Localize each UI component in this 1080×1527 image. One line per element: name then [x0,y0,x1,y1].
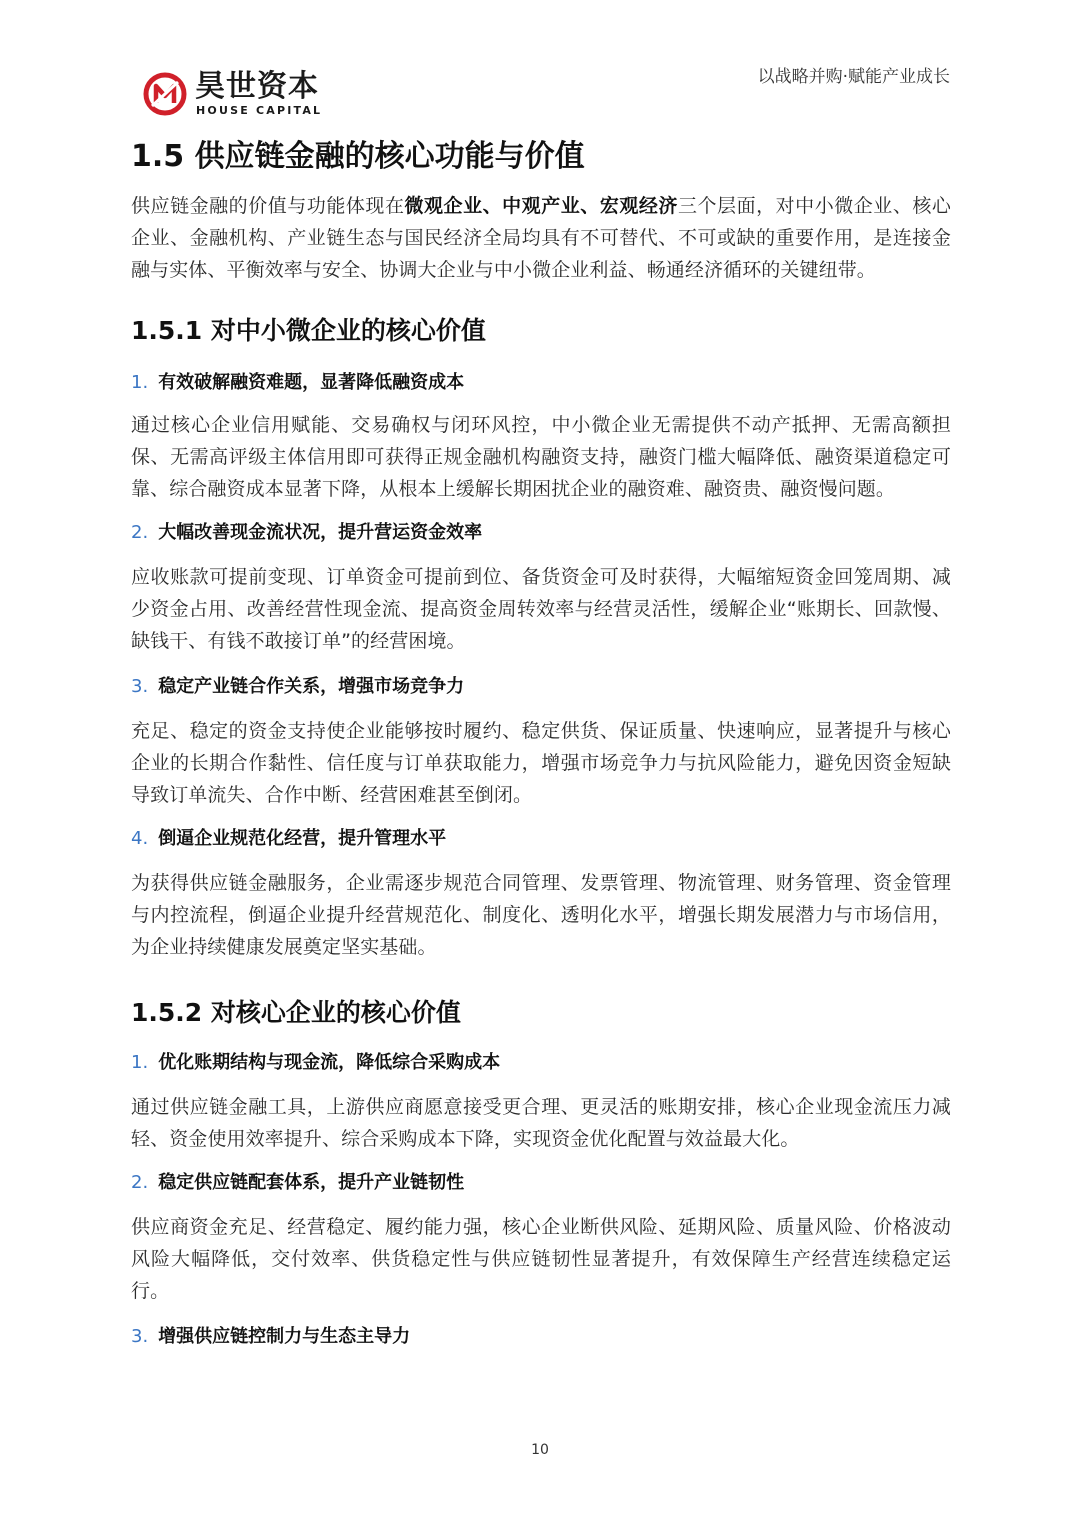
company-logo [143,70,323,120]
house-capital-logo-icon [143,72,187,116]
intro-emphasis: 微观企业、中观产业、宏观经济 [404,195,678,217]
list-item-body: 供应商资金充足、经营稳定、履约能力强，核心企业断供风险、延期风险、质量风险、价格波动风险大幅降低，交付效率、供货稳定性与供应链韧性显著提升，有效保障生产经营连续稳定运行。 [131,1216,951,1302]
list-item-number: 4. [131,828,149,849]
list-item-title: 1. 优化账期结构与现金流，降低综合采购成本 [131,1052,501,1073]
subsection-title-1: 1.5.1 对中小微企业的核心价值 [131,316,486,345]
section-intro: 供应链金融的价值与功能体现在微观企业、中观产业、宏观经济三个层面，对中小微企业、核心企业、金融机构、产业链生态与国民经济全局均具有不可替代、不可或缺的重要作用，是连接金融与实体、平衡效率与安全、协调大企业与中小微企业利益、畅通经济循环的关键纽带。 [131,195,952,281]
document-body [131,130,951,1351]
logo-english-name: HOUSE CAPITAL [196,104,323,117]
page-number: 10 [531,1442,549,1458]
list-item-title: 3. 稳定产业链合作关系，增强市场竞争力 [131,676,465,697]
list-item-number: 3. [131,1326,149,1347]
section-title: 1.5 供应链金融的核心功能与价值 [131,139,585,174]
list-item-title: 2. 稳定供应链配套体系，提升产业链韧性 [131,1172,465,1193]
list-item-body: 通过核心企业信用赋能、交易确权与闭环风控，中小微企业无需提供不动产抵押、无需高额担保、无需高评级主体信用即可获得正规金融机构融资支持，融资门槛大幅降低、融资渠道稳定可靠、综合融资成本显著下降，从根本上缓解长期困扰企业的融资难、融资贵、融资慢问题。 [131,414,951,500]
list-item-title: 2. 大幅改善现金流状况，提升营运资金效率 [131,522,483,543]
list-item-body: 应收账款可提前变现、订单资金可提前到位、备货资金可及时获得，大幅缩短资金回笼周期、减少资金占用、改善经营性现金流、提高资金周转效率与经营灵活性，缓解企业“账期长、回款慢、缺钱干、有钱不敢接订单”的经营困境。 [131,566,951,652]
list-item-number: 2. [131,522,149,543]
list-item-number: 1. [131,1052,149,1073]
list-item-title: 1. 有效破解融资难题，显著降低融资成本 [131,372,465,393]
list-item-body: 充足、稳定的资金支持使企业能够按时履约、稳定供货、保证质量、快速响应，显著提升与核心企业的长期合作黏性、信任度与订单获取能力，增强市场竞争力与抗风险能力，避免因资金短缺导致订单流失、合作中断、经营困难甚至倒闭。 [131,720,951,806]
page-header [0,0,1080,130]
header-slogan: 以战略并购·赋能产业成长 [757,67,950,87]
list-item-number: 1. [131,372,149,393]
list-item-number: 3. [131,676,149,697]
subsection-title-2: 1.5.2 对核心企业的核心价值 [131,998,461,1027]
list-item-body: 通过供应链金融工具，上游供应商愿意接受更合理、更灵活的账期安排，核心企业现金流压力减轻、资金使用效率提升、综合采购成本下降，实现资金优化配置与效益最大化。 [131,1096,951,1150]
list-item-title: 4. 倒逼企业规范化经营，提升管理水平 [131,828,447,849]
logo-chinese-name: 昊世资本 [195,69,319,104]
list-item-number: 2. [131,1172,149,1193]
list-item-title: 3. 增强供应链控制力与生态主导力 [131,1326,411,1347]
list-item-body: 为获得供应链金融服务，企业需逐步规范合同管理、发票管理、物流管理、财务管理、资金管理与内控流程，倒逼企业提升经营规范化、制度化、透明化水平，增强长期发展潜力与市场信用，为企业持续健康发展奠定坚实基础。 [131,872,951,958]
